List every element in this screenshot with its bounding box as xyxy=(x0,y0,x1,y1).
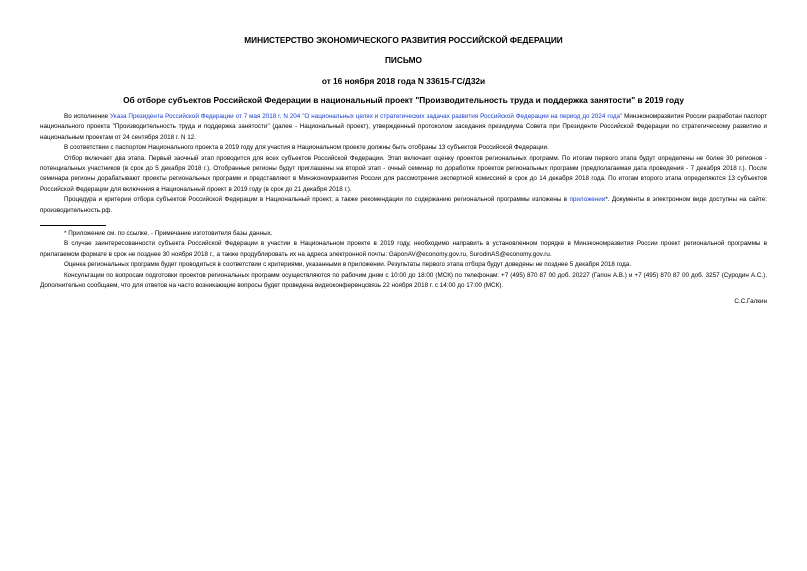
document-date-number: от 16 ноября 2018 года N 33615-ГС/Д32и xyxy=(321,76,486,86)
footnote-divider xyxy=(40,225,106,226)
paragraph-7: Консультации по вопросам подготовки проектов региональных программ осуществляются по рабочим дням с 10:00 до 18:00 (МСК) по телефонам: +7 (495) 870 87 00 доб. 20227 (Гапон А.В.) и +7 (495) 870 87 00 доб. 3257 (Суродин А.С.). Дополнительно сообщаем, что для ответов на часто возникающие вопросы будет проведена видеоконференцсвязь 22 ноября 2018 г. с 14:00 до 17:00 (МСК). xyxy=(40,271,767,290)
paragraph-4-rest: *. Документы в электронном виде доступны на сайте: производительность.рф. xyxy=(40,196,767,214)
paragraph-6: Оценка региональных программ будет проводиться в соответствии с критериями, указанными в приложении. Результаты первого этапа отбора будут доведены не позднее 5 декабря 2018 года. xyxy=(64,261,632,269)
signature: С.С.Галкин xyxy=(734,297,767,305)
paragraph-4-lead: Процедура и критерии отбора субъектов Российской Федерации в Национальный проект, а также рекомендации по содержанию региональной программы изложены в xyxy=(64,196,570,204)
appendix-link[interactable]: приложении xyxy=(569,196,606,204)
decree-link[interactable]: Указа Президента Российской Федерации от 7 мая 2018 г. N 204 "О национальных целях и стратегических задачах развития Российской Федерации на период до 2024 года" xyxy=(110,113,623,120)
document-kind: ПИСЬМО xyxy=(384,55,423,65)
paragraph-1 xyxy=(40,112,767,143)
footnote: * Приложение см. по ссылке. - Примечание изготовителя базы данных. xyxy=(64,230,273,238)
document-subject: Об отборе субъектов Российской Федерации в национальный проект "Производительность труда и поддержка занятости" в 2019 году xyxy=(123,95,684,105)
ministry-heading: МИНИСТЕРСТВО ЭКОНОМИЧЕСКОГО РАЗВИТИЯ РОССИЙСКОЙ ФЕДЕРАЦИИ xyxy=(244,35,563,45)
paragraph-1-rest: Минэкономразвития России разработан паспорт национального проекта "Производительность труда и поддержка занятости" (далее - Национальный проект), утвержденный протоколом заседания президиума Совета при Президенте Российской Федерации по стратегическому развитию и национальным проектам от 24 сентября 2018 г. N 12. xyxy=(40,113,767,141)
paragraph-5: В случае заинтересованности субъекта Российской Федерации в участии в Национальном проекте в 2019 году, необходимо направить в установленном порядке в Минэкономразвития России проект региональной программы в прилагаемом формате в срок не позднее 30 ноября 2018 г., а также продублировать их на адреса электронной почты: GaponAV@economy.gov.ru, SurodinAS@economy.gov.ru. xyxy=(40,240,767,258)
paragraph-4 xyxy=(40,195,767,216)
paragraph-2: В соответствии с паспортом Национального проекта в 2019 году для участия в Национальном проекте должны быть отобраны 13 субъектов Российской Федерации. xyxy=(64,144,549,152)
paragraph-3: Отбор включает два этапа. Первый заочный этап проводится для всех субъектов Российской Федерации. Этап включает оценку проектов региональных программ. По итогам первого этапа будут определены не более 30 регионов - потенциальных участников (в срок до 5 декабря 2018 г.). Отобранные регионы будут приглашены на второй этап - очный семинар по доработке проектов региональных программ (предполагаемая дата проведения - 7 декабря 2018 г.). После семинара регионы дорабатывают проекты региональных программ и представляют в Минэкономразвития России для рассмотрения экспертной комиссией в срок до 14 декабря 2018 года. По итогам второго этапа определяются 13 субъектов Российской Федерации для включения в Национальный проект в 2019 году (в срок до 21 декабря 2018 г.). xyxy=(40,154,767,193)
paragraph-1-lead: Во исполнение xyxy=(64,113,111,120)
